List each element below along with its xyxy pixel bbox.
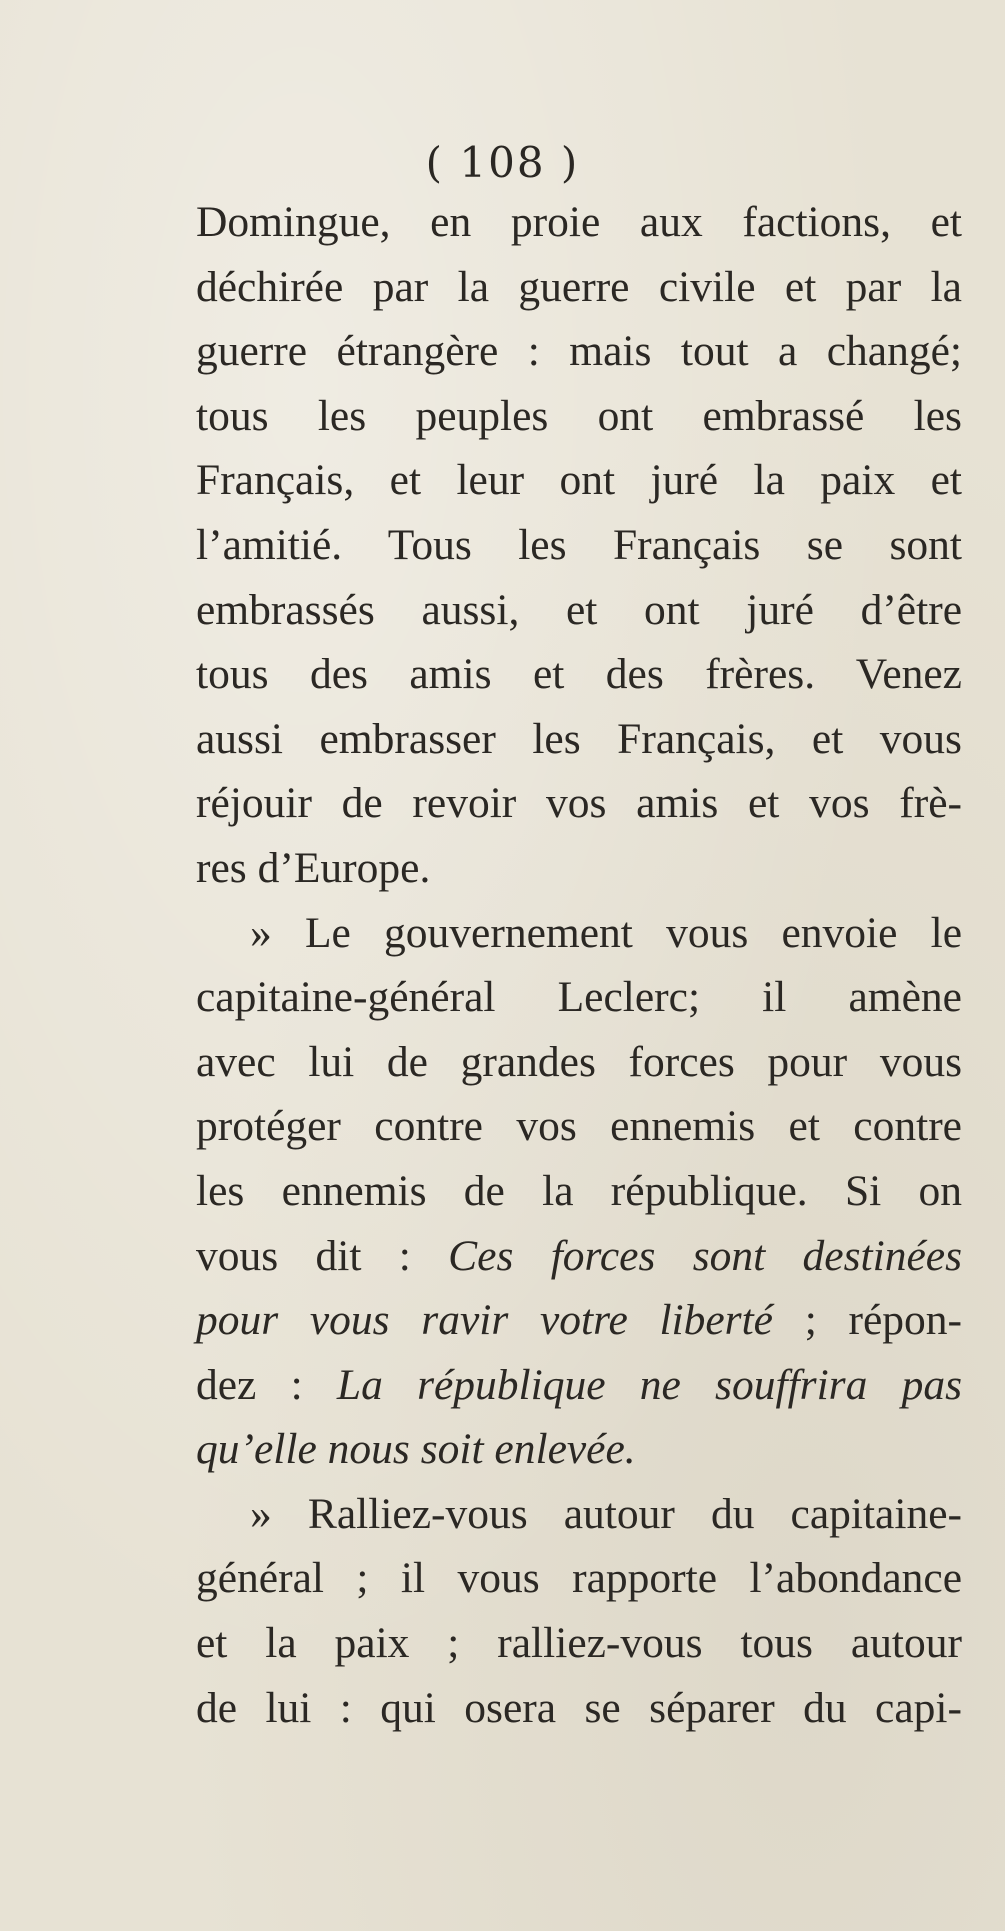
text-line [196,319,962,384]
text-segment: guerre étrangère : mais tout a changé; [196,327,962,376]
text-segment: avec lui de grandes forces pour vous [196,1037,962,1086]
italic-text-segment: Ces forces sont destinées [448,1231,962,1280]
text-line [196,1417,962,1482]
text-line [196,513,962,578]
text-segment: réjouir de revoir vos amis et vos frè- [196,779,962,828]
body-text [196,190,962,1740]
text-line [196,707,962,772]
text-segment: » Ralliez-vous autour du capitaine- [250,1489,962,1538]
text-segment: dez : [196,1360,337,1409]
text-line [196,1611,962,1676]
text-segment: général ; il vous rapporte l’abondance [196,1554,962,1603]
text-segment: tous les peuples ont embrassé les [196,391,962,440]
text-line [196,1094,962,1159]
italic-text-segment: La république ne souffrira pas [336,1360,962,1409]
text-segment: » Le gouvernement vous envoie le [250,908,962,957]
text-line [196,1159,962,1224]
text-segment: tous des amis et des frères. Venez [196,650,962,699]
italic-text-segment: qu’elle nous soit enlevée. [196,1425,636,1474]
text-segment: l’amitié. Tous les Français se sont [196,520,962,569]
text-segment: res d’Europe. [196,843,431,892]
text-segment: et la paix ; ralliez-vous tous autour [196,1619,962,1668]
italic-text-segment: pour vous ravir votre liberté [196,1296,773,1345]
text-segment: de lui : qui osera se séparer du capi- [196,1683,962,1732]
text-line [196,255,962,320]
text-segment: capitaine-général Leclerc; il amène [196,973,962,1022]
text-line [196,1546,962,1611]
text-segment: Français, et leur ont juré la paix et [196,456,962,505]
text-line [196,965,962,1030]
text-line [196,901,962,966]
text-segment: aussi embrasser les Français, et vous [196,714,962,763]
text-line [196,642,962,707]
text-segment: ; répon- [773,1296,962,1345]
text-line [196,1030,962,1095]
text-segment: Domingue, en proie aux factions, et [196,198,962,246]
text-segment: embrassés aussi, et ont juré d’être [196,585,962,634]
text-line [196,1288,962,1353]
text-line [196,448,962,513]
page-number: ( 108 ) [425,138,580,187]
text-line [196,190,962,255]
text-line [196,1224,962,1289]
text-segment: protéger contre vos ennemis et contre [196,1102,962,1151]
text-segment: déchirée par la guerre civile et par la [196,262,962,311]
text-segment: vous dit : [196,1231,449,1280]
text-line [196,1482,962,1547]
text-line [196,1676,962,1741]
text-segment: les ennemis de la république. Si on [196,1166,962,1215]
text-line [196,1353,962,1418]
text-line [196,384,962,449]
text-line [196,578,962,643]
text-line [196,836,962,901]
text-line [196,771,962,836]
